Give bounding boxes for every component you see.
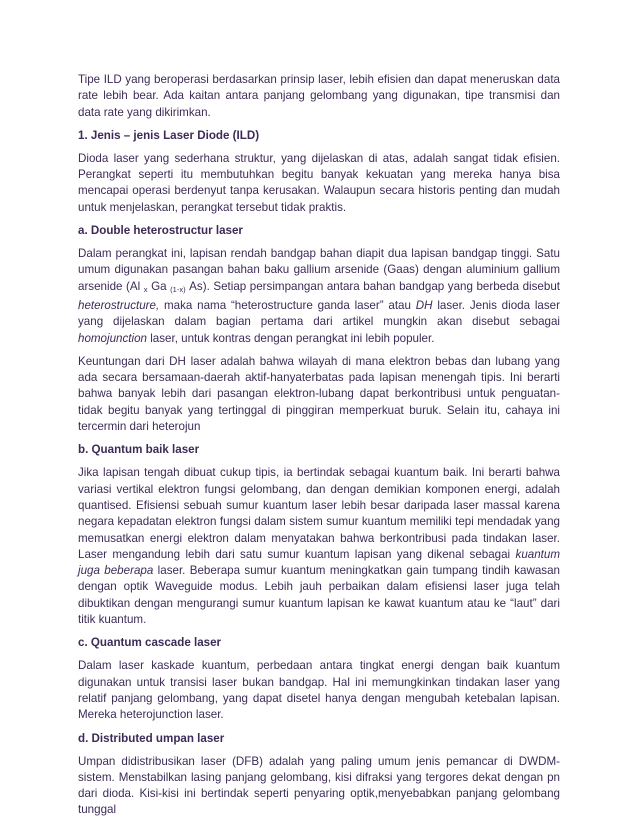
subscript-x: x	[143, 284, 148, 294]
section-b-paragraph: Jika lapisan tengah dibuat cukup tipis, ia bertindak sebagai kuantum baik. Ini berarti bahwa variasi vertikal elektron fungsi gelombang, dan dengan demikian komponen energi, adalah quantised. Efisiensi sebuah sumur kuantum laser lebih besar daripada laser massal karena negara kepadatan elektron fungsi dalam sistem sumur kuantum memiliki tepi mendadak yang memusatkan energi elektron dalam menyatakan bahwa berkontribusi pada tindakan laser. Laser mengandung lebih dari satu sumur kuantum lapisan yang dikenal sebagai kuantum juga beberapa laser. Beberapa sumur kuantum meningkatkan gain tumpang tindih kawasan dengan optik Waveguide modus. Lebih jauh perbaikan dalam efisiensi laser juga telah dibuktikan dengan mengurangi sumur kuantum lapisan ke kawat kuantum atau ke “laut” dari titik kuantum.	[78, 466, 560, 627]
term-kuantum-juga-beberapa: kuantum juga beberapa	[78, 547, 560, 578]
section-1-heading: 1. Jenis – jenis Laser Diode (ILD)	[78, 128, 260, 142]
section-c-paragraph: Dalam laser kaskade kuantum, perbedaan antara tingkat energi dengan baik kuantum digunakan untuk transisi laser bukan bandgap. Hal ini memungkinkan tindakan laser yang relatif panjang gelombang, yang dapat disetel hanya dengan mengubah ketebalan lapisan. Mereka heterojunction laser.	[78, 659, 560, 722]
term-heterostructure: heterostructure,	[78, 298, 160, 312]
section-1-paragraph: Dioda laser yang sederhana struktur, yang dijelaskan di atas, adalah sangat tidak efisien. Perangkat seperti itu membutuhkan begitu banyak kekuatan yang mereka hanya bisa mencapai operasi berdenyut tanpa kerusakan. Walaupun secara historis penting dan mudah untuk menjelaskan, perangkat tersebut tidak praktis.	[78, 151, 560, 214]
section-d-paragraph: Umpan didistribusikan laser (DFB) adalah yang paling umum jenis pemancar di DWDM-sistem. Menstabilkan lasing panjang gelombang, kisi difraksi yang tergores dekat dengan pn dari dioda. Kisi-kisi ini bertindak seperti penyaring optik,menyebabkan panjang gelombang tunggal	[78, 754, 560, 817]
term-homojunction: homojunction	[78, 331, 147, 345]
section-c-heading: c. Quantum cascade laser	[78, 636, 222, 650]
intro-paragraph: Tipe ILD yang beroperasi berdasarkan prinsip laser, lebih efisien dan dapat meneruskan data rate lebih bear. Ada kaitan antara panjang gelombang yang digunakan, tipe transmisi dan data rate yang dikirimkan.	[78, 73, 560, 119]
section-a-paragraph-2: Keuntungan dari DH laser adalah bahwa wilayah di mana elektron bebas dan lubang yang ada secara bersamaan-daerah aktif-hanyaterbatas pada lapisan menengah tipis. Ini berarti bahwa banyak lebih dari pasangan elektron-lubang dapat berkontribusi untuk penguatan-tidak begitu banyak yang tertinggal di pinggiran memperkuat buruk. Selain itu, cahaya ini tercermin dari heterojun	[78, 354, 560, 434]
section-b-heading: b. Quantum baik laser	[78, 443, 200, 457]
section-d-heading: d. Distributed umpan laser	[78, 731, 225, 745]
section-a-heading: a. Double heterostructur laser	[78, 224, 243, 238]
section-a-paragraph-1: Dalam perangkat ini, lapisan rendah bandgap bahan diapit dua lapisan bandgap tinggi. Satu umum digunakan pasangan bahan baku gallium arsenide (Gaas) dengan aluminium gallium arsenide (Al $_x$ Ga $_{(1-x)}$ As). Setiap persimpangan antara bahan bandgap yang berbeda disebut heterostructure, maka nama “heterostructure ganda laser” atau DH laser. Jenis dioda laser yang dijelaskan dalam bagian pertama dari artikel mungkin akan disebut sebagai homojunction laser, untuk kontras dengan perangkat ini lebih populer.	[78, 247, 560, 345]
subscript-1-x: (1-x)	[170, 284, 186, 294]
term-dh: DH	[415, 298, 433, 312]
